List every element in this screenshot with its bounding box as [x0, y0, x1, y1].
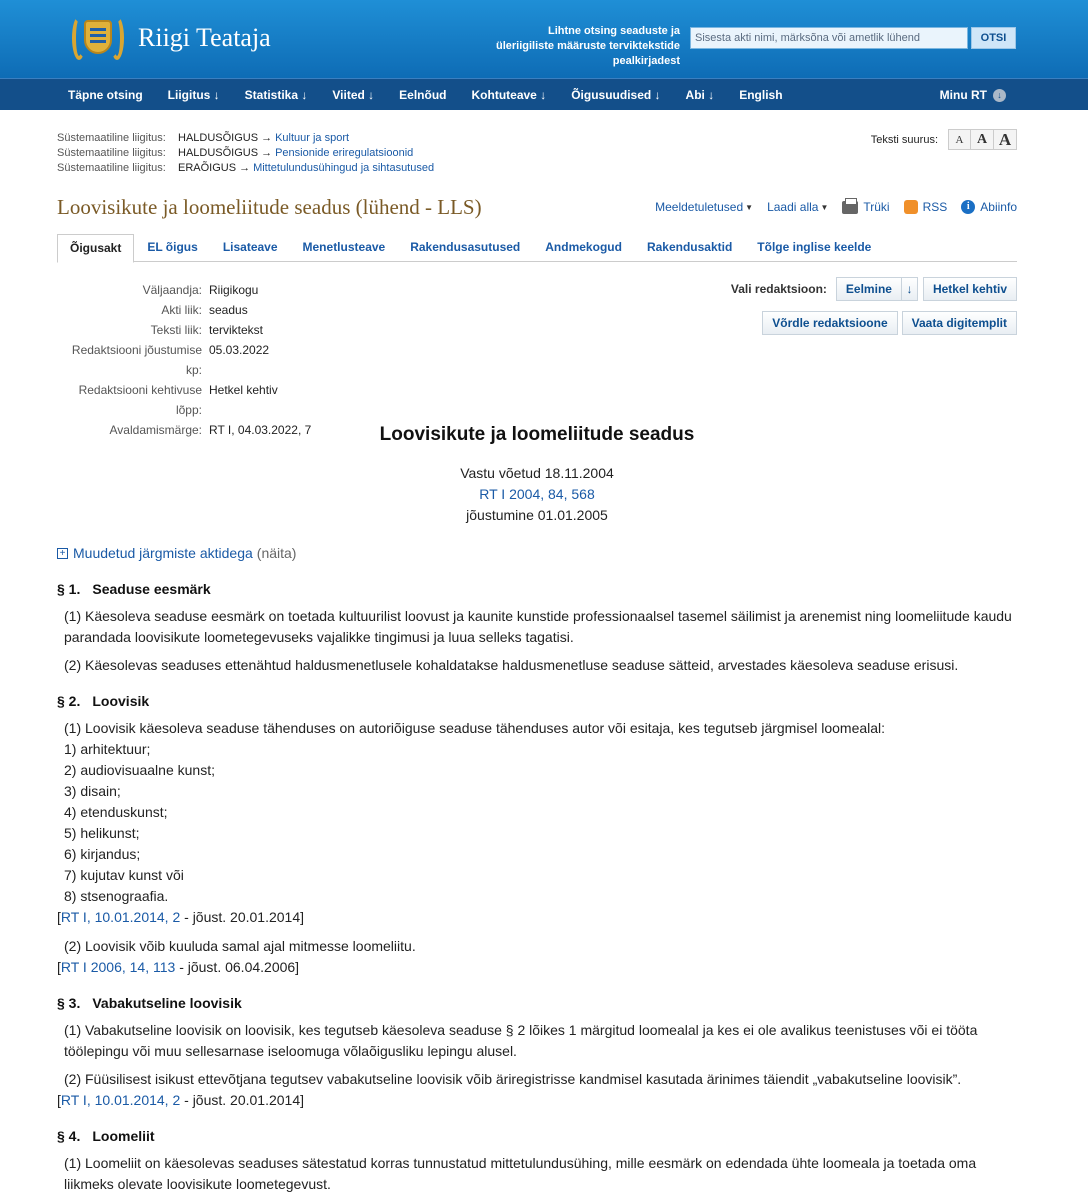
section-4 [57, 1126, 1017, 1195]
amendment-link[interactable]: RT I 2006, 14, 113 [60, 959, 176, 975]
arrow-right-icon: → [261, 147, 273, 159]
minu-rt-label: Minu RT [939, 88, 987, 102]
page-tools [641, 200, 1017, 214]
nav-item-help[interactable]: Abi ↓ [685, 87, 715, 102]
info-icon: i [961, 200, 975, 214]
tab-legal-act[interactable]: Õigusakt [57, 234, 134, 263]
tab-databases[interactable]: Andmekogud [545, 240, 622, 254]
section-3 [57, 993, 1017, 1111]
paragraph: (1) Loovisik käesoleva seaduse tähenduses on autoriõiguse seaduse tähenduses autor või esitaja, kes tegutseb järgmisel loomealal: [64, 720, 886, 736]
caret-down-icon: ▼ [820, 202, 829, 212]
bracket: [ [57, 909, 61, 925]
section-1 [57, 579, 1017, 676]
metadata-value: Riigikogu [209, 283, 259, 297]
classification-area: ERAÕIGUS [178, 162, 237, 174]
help-label: Abiinfo [980, 200, 1017, 214]
paragraph: (1) Vabakutseline loovisik on loovisik, kes tegutseb käesoleva seaduse § 2 lõikes 1 märgitud loomealal ja kes ei ole avalikus teenistuses või ei tööta töölepingu või muu sellesarnase iseloomuga võlaõigusliku lepingu alusel. [64, 1022, 978, 1059]
tab-proceedings[interactable]: Menetlusteave [302, 240, 386, 254]
document-header [57, 463, 1017, 526]
text-size-small-button[interactable]: A [948, 129, 971, 150]
section-title: Seaduse eesmärk [92, 581, 211, 597]
text-size-label: Teksti suurus: [870, 133, 938, 146]
amendment-reference [57, 907, 1017, 928]
list-item: 6) kirjandus; [64, 846, 141, 862]
download-label: Laadi alla [767, 200, 819, 214]
amendment-reference [57, 957, 1017, 978]
section-title: Vabakutseline loovisik [92, 995, 242, 1011]
section-number: § 1. [57, 581, 81, 597]
redaction-selector [731, 277, 1017, 335]
section-number: § 4. [57, 1128, 81, 1144]
nav-item-statistics[interactable]: Statistika ↓ [244, 87, 308, 102]
rss-icon [904, 200, 918, 214]
classification-label: Süstemaatiline liigitus: [57, 162, 166, 174]
classification-link[interactable]: Pensionide eriregulatsioonid [275, 147, 414, 159]
section-heading [57, 1126, 1017, 1147]
list-item: 7) kujutav kunst või [64, 867, 184, 883]
amendment-reference [57, 1090, 1017, 1111]
redaction-label: Vali redaktsioon: [730, 282, 827, 296]
metadata-value: RT I, 04.03.2022, 7 [209, 423, 312, 437]
metadata-value: Hetkel kehtiv [209, 383, 278, 397]
download-menu[interactable] [767, 200, 828, 214]
classification-label: Süstemaatiline liigitus: [57, 147, 166, 159]
print-link[interactable] [842, 200, 889, 214]
rss-label: RSS [922, 200, 948, 214]
metadata-key: Akti liik: [161, 303, 202, 317]
reminders-label: Meeldetuletused [655, 200, 744, 214]
section-number: § 2. [57, 693, 81, 709]
document-body [57, 424, 1017, 1202]
tab-english-translation[interactable]: Tõlge inglise keelde [757, 240, 872, 254]
list-item: 2) audiovisuaalne kunst; [64, 762, 215, 778]
search-input[interactable] [690, 27, 968, 49]
reminders-menu[interactable] [655, 200, 753, 214]
classification-label: Süstemaatiline liigitus: [57, 132, 166, 144]
tab-eu-law[interactable]: EL õigus [147, 240, 198, 254]
list-item: 4) etenduskunst; [64, 804, 168, 820]
minu-rt-link[interactable] [940, 88, 1006, 102]
list-item: 3) disain; [64, 783, 121, 799]
list-item: 5) helikunst; [64, 825, 140, 841]
metadata-key: Teksti liik: [150, 323, 202, 337]
entry-into-force: jõustumine 01.01.2005 [466, 507, 608, 523]
section-2 [57, 691, 1017, 978]
metadata-value: seadus [209, 303, 248, 317]
paragraph: (1) Käesoleva seaduse eesmärk on toetada kultuurilist loovust ja kaunite kunstide professionaalsel tasemel säilimist ja arenemist ning loomeliitude kaudu parandada loovisikute loometegevuseks vajalikke tingimusi ja luua selleks tagatisi. [64, 608, 1012, 645]
rss-link[interactable] [890, 200, 948, 214]
tab-bar [57, 234, 1017, 262]
bracket: [ [57, 959, 61, 975]
section-number: § 3. [57, 995, 81, 1011]
metadata-row [57, 320, 311, 340]
metadata-key: Avaldamismärge: [109, 423, 202, 437]
nav-item-english[interactable]: English [739, 87, 783, 102]
previous-redaction-button[interactable]: Eelmine [836, 277, 902, 301]
site-logo[interactable] [70, 12, 271, 64]
search-label: Lihtne otsing seaduste ja üleriigiliste määruste terviktekstide pealkirjadest [495, 25, 680, 67]
list-item: 8) stsenograafia. [64, 888, 169, 904]
classification-row [57, 161, 434, 176]
arrow-right-icon: → [239, 162, 251, 174]
page-title: Loovisikute ja loomeliitude seadus (lühend - LLS) [57, 195, 482, 219]
title-row [57, 195, 1017, 220]
metadata-value: 05.03.2022 [209, 343, 270, 357]
search-button[interactable]: OTSI [971, 27, 1016, 49]
coat-of-arms-icon [70, 12, 126, 64]
metadata-row [57, 300, 311, 320]
section-heading [57, 579, 1017, 600]
metadata-row [57, 280, 311, 300]
classification-link[interactable]: Kultuur ja sport [275, 132, 350, 144]
arrow-down-circle-icon: ↓ [993, 89, 1006, 102]
text-size-control [871, 129, 1017, 150]
metadata-key: Väljaandja: [142, 283, 202, 297]
bracket: [ [57, 1092, 61, 1108]
list-item: 1) arhitektuur; [64, 741, 151, 757]
amendment-effective: - jõust. 06.04.2006] [175, 959, 300, 975]
amendment-effective: - jõust. 20.01.2014] [180, 909, 305, 925]
tab-additional-info[interactable]: Lisateave [222, 240, 278, 254]
tab-implementing-agencies[interactable]: Rakendusasutused [410, 240, 521, 254]
paragraph: (2) Loovisik võib kuuluda samal ajal mitmesse loomeliitu. [64, 938, 416, 954]
metadata-row [57, 380, 311, 420]
section-title: Loomeliit [92, 1128, 155, 1144]
text-size-medium-button[interactable]: A [971, 129, 994, 150]
print-label: Trüki [863, 200, 890, 214]
classification-area: HALDUSÕIGUS [178, 147, 259, 159]
nav-item-legal-news[interactable]: Õigusuudised ↓ [571, 87, 661, 102]
nav-item-drafts[interactable]: Eelnõud [399, 87, 447, 102]
publication-link[interactable]: RT I 2004, 84, 568 [479, 486, 595, 502]
paragraph: (2) Käesolevas seaduses ettenähtud haldusmenetlusele kohaldatakse haldusmenetluse seaduse sätteid, arvestades käesoleva seaduse erisusi. [64, 657, 959, 673]
nav-item-court-info[interactable]: Kohtuteave ↓ [471, 87, 547, 102]
classification-link[interactable]: Mittetulundusühingud ja sihtasutused [253, 162, 435, 174]
site-name[interactable]: Riigi Teataja [138, 23, 271, 52]
paragraph: (2) Füüsilisest isikust ettevõtjana tegutsev vabakutseline loovisik võib äriregistrisse kandmisel kasutada ärinimes täiendit „vabakutseline loovisik”. [64, 1071, 962, 1087]
text-size-large-button[interactable]: A [994, 129, 1017, 150]
classification-row [57, 131, 434, 146]
compare-redactions-button[interactable]: Võrdle redaktsioone [762, 311, 897, 335]
metadata-value: terviktekst [209, 323, 264, 337]
help-link[interactable] [947, 200, 1017, 214]
tab-implementing-acts[interactable]: Rakendusaktid [646, 240, 733, 254]
classification-list [57, 131, 434, 176]
section-title: Loovisik [92, 693, 150, 709]
classification-row [57, 146, 434, 161]
paragraph: (1) Loomeliit on käesolevas seaduses sätestatud korras tunnustatud mittetulundusühing, mille eesmärk on edendada ühte loomeala ja toetada oma liikmeks olevate loovisikute loometegevust. [64, 1155, 977, 1192]
amendment-effective: - jõust. 20.01.2014] [180, 1092, 305, 1108]
show-label: (näita) [256, 545, 297, 561]
plus-icon[interactable]: + [57, 548, 68, 559]
amended-acts-link[interactable]: Muudetud järgmiste aktidega [73, 545, 253, 561]
nav-item-references[interactable]: Viited ↓ [332, 87, 375, 102]
arrow-right-icon: → [261, 132, 273, 144]
site-header [0, 0, 1088, 78]
metadata-key: Redaktsiooni jõustumise kp: [71, 343, 202, 377]
document-title: Loovisikute ja loomeliitude seadus [379, 424, 695, 445]
amendment-link[interactable]: RT I, 10.01.2014, 2 [60, 1092, 181, 1108]
amendment-link[interactable]: RT I, 10.01.2014, 2 [60, 909, 181, 925]
caret-down-icon: ▼ [745, 202, 754, 212]
classification-area: HALDUSÕIGUS [178, 132, 259, 144]
metadata-row [57, 340, 311, 380]
metadata-key: Redaktsiooni kehtivuse lõpp: [78, 383, 202, 417]
current-redaction-button[interactable]: Hetkel kehtiv [923, 277, 1017, 301]
nav-item-advanced-search[interactable]: Täpne otsing [68, 87, 143, 102]
act-metadata [57, 280, 311, 440]
section-heading [57, 993, 1017, 1014]
redaction-dropdown-button[interactable]: ↓ [902, 277, 918, 301]
section-heading [57, 691, 1017, 712]
nav-item-classification[interactable]: Liigitus ↓ [167, 87, 220, 102]
printer-icon [842, 201, 858, 214]
amendments-toggle [57, 543, 1017, 564]
main-nav [0, 78, 1088, 110]
adopted-date: Vastu võetud 18.11.2004 [460, 465, 614, 481]
digital-stamp-button[interactable]: Vaata digitemplit [902, 311, 1017, 335]
